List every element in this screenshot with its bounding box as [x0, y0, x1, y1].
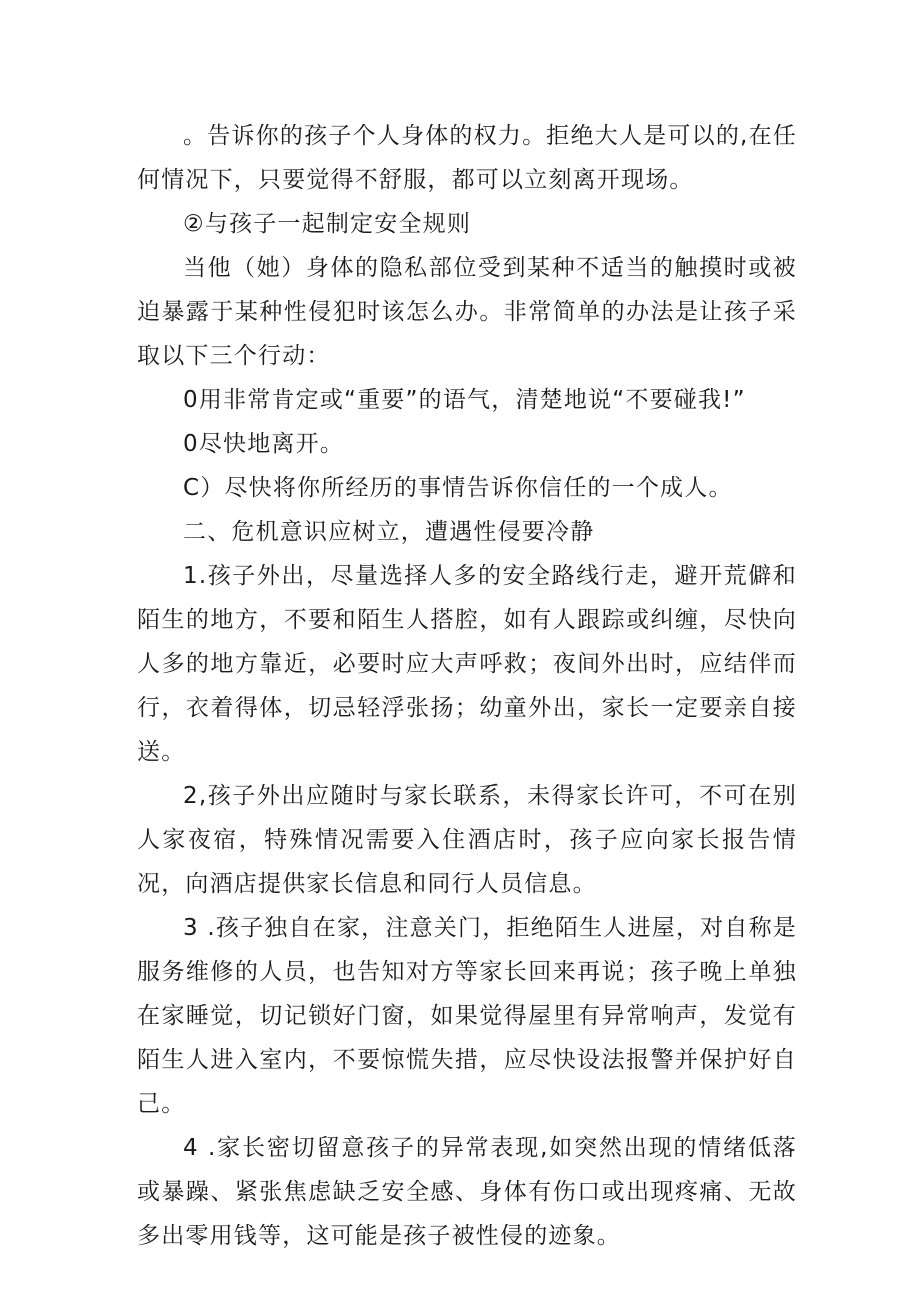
paragraph-item-1-going-out: 1.孩子外出，尽量选择人多的安全路线行走，避开荒僻和陌生的地方，不要和陌生人搭腔，如有人跟踪或纠缠，尽快向人多的地方靠近，必要时应大声呼救；夜间外出时，应结伴而行，衣着得体，切忌轻浮张扬；幼童外出，家长一定要亲自接送。 [137, 563, 797, 765]
paragraph-action-tell-adult: C）尽快将你所经历的事情告诉你信任的一个成人。 [183, 475, 733, 501]
paragraph-what-to-do: 当他（她）身体的隐私部位受到某种不适当的触摸时或被迫暴露于某种性侵犯时该怎么办。非常简单的办法是让孩子采取以下三个行动： [137, 255, 797, 369]
paragraph-action-leave: 0尽快地离开。 [183, 431, 345, 457]
paragraph-item-3-home-alone: 3 .孩子独自在家，注意关门，拒绝陌生人进屋，对自称是服务维修的人员，也告知对方等家长回来再说；孩子晚上单独在家睡觉，切记锁好门窗，如果觉得屋里有异常响声，发觉有陌生人进入室内，不要惊慌失措，应尽快设法报警并保护好自己。 [137, 915, 797, 1117]
paragraph-heading-safety-rules: ②与孩子一起制定安全规则 [183, 211, 472, 237]
paragraph-action-say-no: 0用非常肯定或“重要”的语气，清楚地说“不要碰我!” [183, 387, 746, 413]
paragraph-item-2-contact-parents: 2,孩子外出应随时与家长联系，未得家长许可，不可在别人家夜宿，特殊情况需要入住酒店时，孩子应向家长报告情况，向酒店提供家长信息和同行人员信息。 [137, 783, 797, 897]
paragraph-item-4-watch-signs: 4 .家长密切留意孩子的异常表现,如突然出现的情绪低落或暴躁、紧张焦虑缺乏安全感、身体有伤口或出现疼痛、无故多出零用钱等，这可能是孩子被性侵的迹象。 [137, 1135, 797, 1249]
document-body [137, 114, 797, 1258]
paragraph-section-heading-crisis: 二、危机意识应树立，遭遇性侵要冷静 [183, 519, 595, 545]
paragraph-body-rights: 。告诉你的孩子个人身体的权力。拒绝大人是可以的,在任何情况下，只要觉得不舒服，都可以立刻离开现场。 [137, 123, 797, 193]
